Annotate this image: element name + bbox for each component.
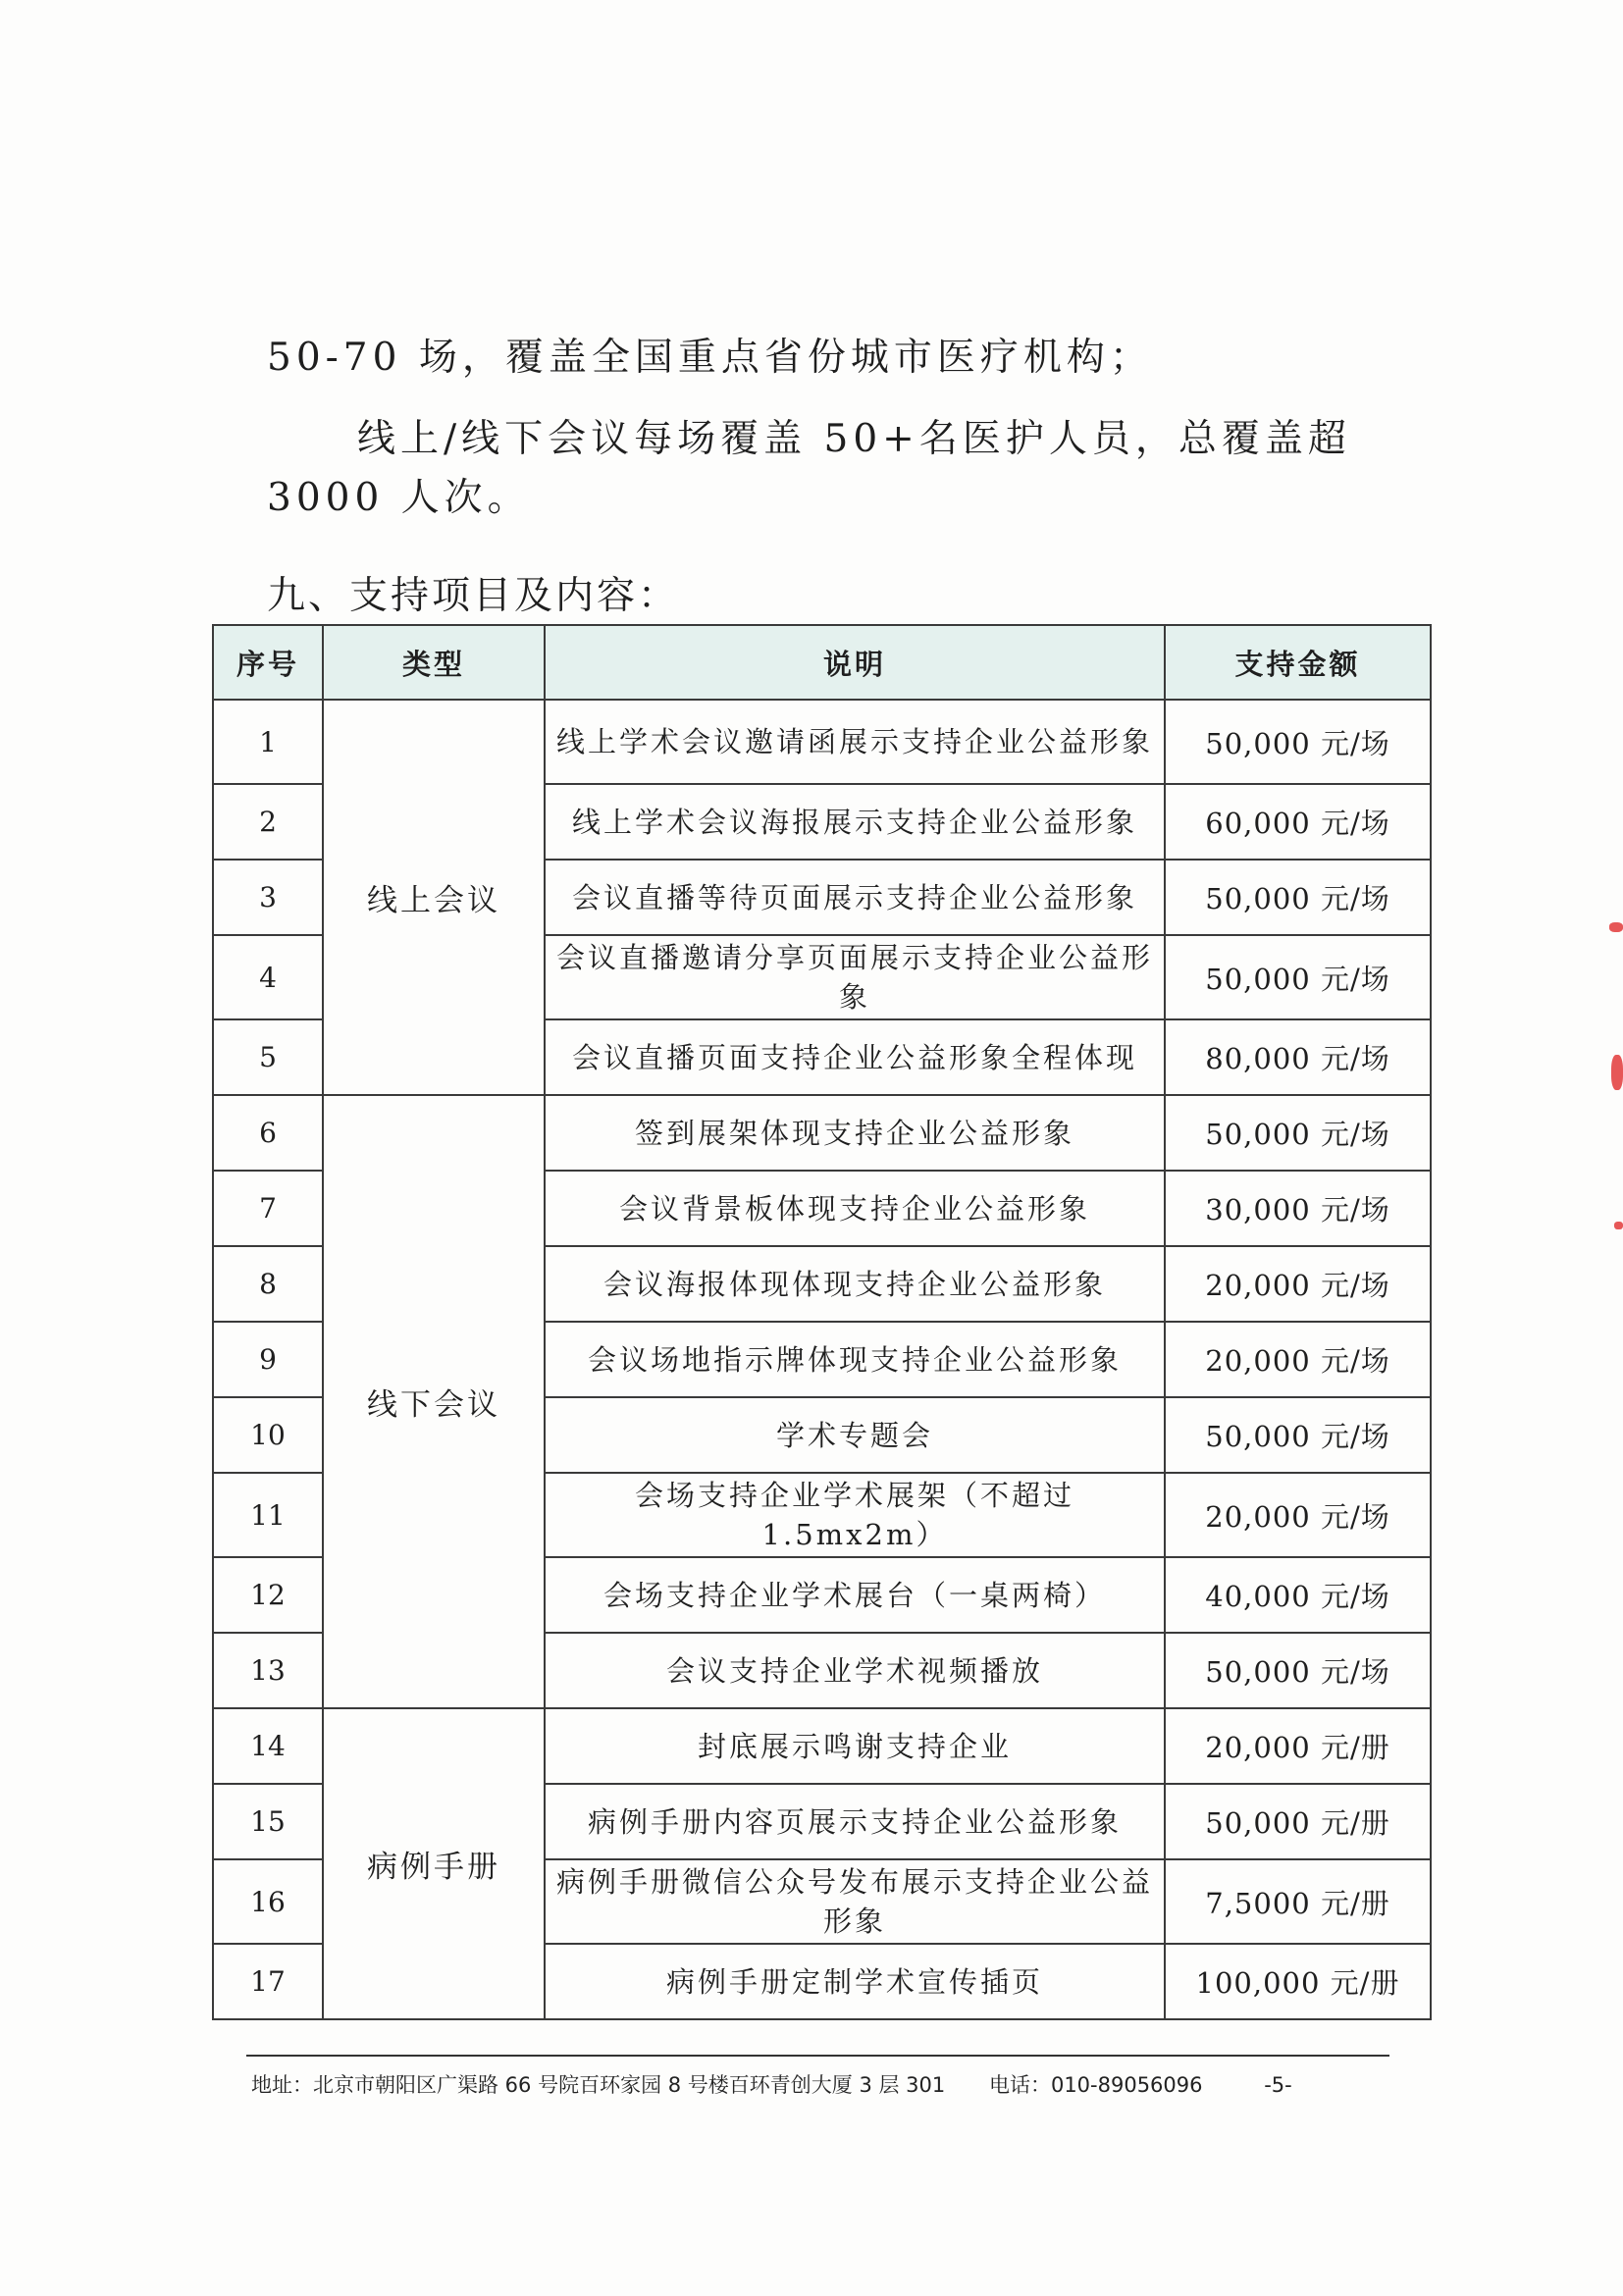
row-description: 会议背景板体现支持企业公益形象 xyxy=(545,1171,1165,1246)
row-seq: 16 xyxy=(213,1859,323,1944)
row-amount: 50,000 元/场 xyxy=(1165,860,1431,935)
row-description: 封底展示鸣谢支持企业 xyxy=(545,1708,1165,1784)
row-seq: 12 xyxy=(213,1557,323,1633)
row-seq: 8 xyxy=(213,1246,323,1322)
page-number: -5- xyxy=(1264,2073,1292,2097)
table-row xyxy=(213,1708,1431,1784)
table-row xyxy=(213,700,1431,784)
row-description: 会议直播等待页面展示支持企业公益形象 xyxy=(545,860,1165,935)
row-description: 会议直播页面支持企业公益形象全程体现 xyxy=(545,1019,1165,1095)
row-amount: 50,000 元/场 xyxy=(1165,1095,1431,1171)
row-amount: 100,000 元/册 xyxy=(1165,1944,1431,2019)
section-heading: 九、支持项目及内容： xyxy=(267,574,680,618)
row-seq: 2 xyxy=(213,784,323,860)
row-amount: 60,000 元/场 xyxy=(1165,784,1431,860)
paragraph-meeting-count: 50-70 场，覆盖全国重点省份城市医疗机构； xyxy=(267,336,1153,380)
row-seq: 15 xyxy=(213,1784,323,1859)
row-seq: 3 xyxy=(213,860,323,935)
row-description: 病例手册内容页展示支持企业公益形象 xyxy=(545,1784,1165,1859)
row-seq: 14 xyxy=(213,1708,323,1784)
header-seq: 序号 xyxy=(213,625,323,700)
row-seq: 5 xyxy=(213,1019,323,1095)
row-description: 会场支持企业学术展架（不超过 1.5mx2m） xyxy=(545,1473,1165,1557)
row-amount: 20,000 元/场 xyxy=(1165,1473,1431,1557)
seal-fragment-1 xyxy=(1609,922,1623,932)
group-offline-meeting: 线下会议 xyxy=(323,1095,545,1708)
row-description: 会议支持企业学术视频播放 xyxy=(545,1633,1165,1708)
row-seq: 4 xyxy=(213,935,323,1019)
page-footer xyxy=(251,2069,1380,2099)
row-description: 会议海报体现体现支持企业公益形象 xyxy=(545,1246,1165,1322)
row-amount: 80,000 元/场 xyxy=(1165,1019,1431,1095)
header-description: 说明 xyxy=(545,625,1165,700)
footer-phone: 电话：010-89056096 xyxy=(988,2073,1203,2097)
paragraph-coverage: 线上/线下会议每场覆盖 50+名医护人员，总覆盖超 3000 人次。 xyxy=(267,417,1351,520)
footer-address: 地址：北京市朝阳区广渠路 66 号院百环家园 8 号楼百环青创大厦 3 层 301 xyxy=(251,2073,946,2097)
row-description: 病例手册微信公众号发布展示支持企业公益形象 xyxy=(545,1859,1165,1944)
row-seq: 7 xyxy=(213,1171,323,1246)
row-amount: 50,000 元/场 xyxy=(1165,1633,1431,1708)
row-description: 病例手册定制学术宣传插页 xyxy=(545,1944,1165,2019)
row-amount: 50,000 元/场 xyxy=(1165,700,1431,784)
row-seq: 17 xyxy=(213,1944,323,2019)
row-description: 会议直播邀请分享页面展示支持企业公益形象 xyxy=(545,935,1165,1019)
seal-fragment-2 xyxy=(1611,1055,1623,1090)
support-items-table xyxy=(212,624,1432,2020)
row-description: 会场支持企业学术展台（一桌两椅） xyxy=(545,1557,1165,1633)
table-row xyxy=(213,1095,1431,1171)
row-seq: 11 xyxy=(213,1473,323,1557)
row-amount: 50,000 元/册 xyxy=(1165,1784,1431,1859)
table-header-row xyxy=(213,625,1431,700)
header-amount: 支持金额 xyxy=(1165,625,1431,700)
row-description: 签到展架体现支持企业公益形象 xyxy=(545,1095,1165,1171)
group-case-manual: 病例手册 xyxy=(323,1708,545,2019)
row-description: 线上学术会议海报展示支持企业公益形象 xyxy=(545,784,1165,860)
row-seq: 13 xyxy=(213,1633,323,1708)
row-description: 会议场地指示牌体现支持企业公益形象 xyxy=(545,1322,1165,1397)
row-description: 线上学术会议邀请函展示支持企业公益形象 xyxy=(545,700,1165,784)
row-seq: 1 xyxy=(213,700,323,784)
row-amount: 20,000 元/场 xyxy=(1165,1246,1431,1322)
row-description: 学术专题会 xyxy=(545,1397,1165,1473)
row-amount: 20,000 元/册 xyxy=(1165,1708,1431,1784)
group-online-meeting: 线上会议 xyxy=(323,700,545,1095)
seal-fragment-3 xyxy=(1614,1222,1623,1229)
header-type: 类型 xyxy=(323,625,545,700)
row-seq: 6 xyxy=(213,1095,323,1171)
row-amount: 7,5000 元/册 xyxy=(1165,1859,1431,1944)
footer-divider xyxy=(246,2055,1389,2057)
row-seq: 9 xyxy=(213,1322,323,1397)
row-amount: 20,000 元/场 xyxy=(1165,1322,1431,1397)
row-amount: 50,000 元/场 xyxy=(1165,1397,1431,1473)
row-amount: 30,000 元/场 xyxy=(1165,1171,1431,1246)
row-amount: 40,000 元/场 xyxy=(1165,1557,1431,1633)
row-seq: 10 xyxy=(213,1397,323,1473)
row-amount: 50,000 元/场 xyxy=(1165,935,1431,1019)
